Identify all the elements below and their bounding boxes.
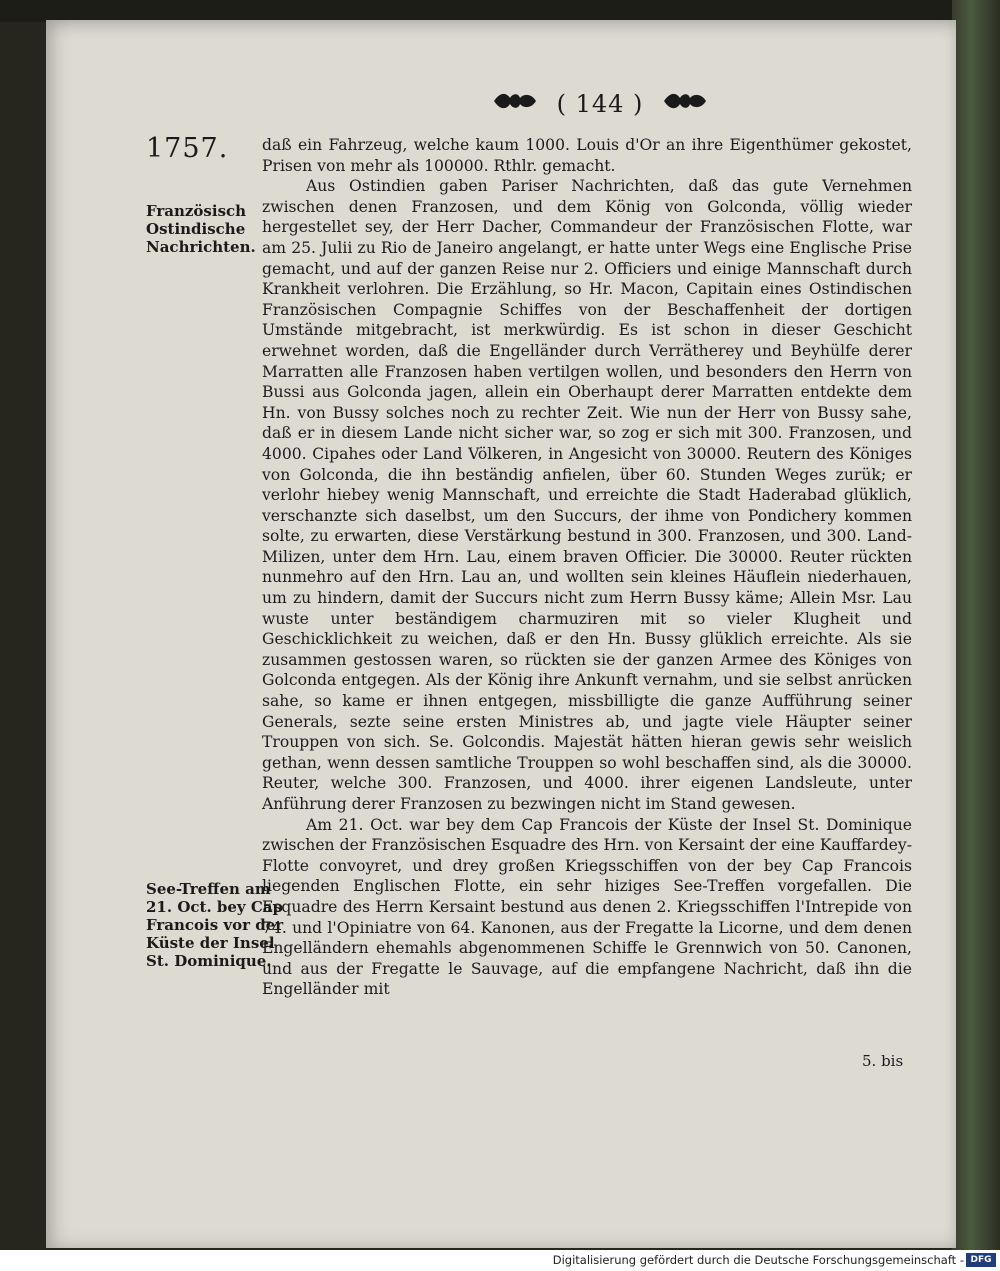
page-header: [470, 88, 730, 122]
margin-note: See-Treffen am 21. Oct. bey Cap Francois vor der Küste der Insel St. Dominique.: [146, 880, 284, 970]
page-number: ( 144 ): [556, 89, 644, 118]
fleuron-icon: [492, 90, 538, 118]
footer-bar: [0, 1250, 1000, 1271]
main-text: [262, 135, 912, 1000]
book-edge: [952, 0, 1000, 1250]
catchword: 5. bis: [862, 1052, 904, 1070]
footer-credit: Digitalisierung gefördert durch die Deutsche Forschungsgemeinschaft -: [552, 1253, 964, 1267]
dfg-logo-icon: DFG: [966, 1253, 996, 1267]
scan-top-edge: [0, 0, 1000, 22]
paragraph: Am 21. Oct. war bey dem Cap Francois der Küste der Insel St. Dominique zwischen der Französischen Esquadre des Hrn. von Kersaint der eine Kauffardey-Flotte convoyret, und drey großen Kriegsschiffen von der bey Cap Francois liegenden Englischen Flotte, ein sehr hiziges See-Treffen vorgefallen. Die Esquadre des Herrn Kersaint bestund aus denen 2. Kriegsschiffen l'Intrepide von 74. und l'Opiniatre von 64. Kanonen, aus der Fregatte la Licorne, und dem denen Engelländern ehemahls abgenommenen Schiffe le Grennwich von 50. Canonen, und aus der Fregatte le Sauvage, auf die empfangene Nachricht, daß ihn die Engelländer mit: [262, 815, 912, 999]
year-label: 1757.: [146, 133, 229, 164]
margin-note: Französisch Ostindische Nachrichten.: [146, 202, 256, 256]
fleuron-icon: [662, 90, 708, 118]
paragraph: Aus Ostindien gaben Pariser Nachrichten, daß das gute Vernehmen zwischen denen Franzosen, und dem König von Golconda, völlig wieder hergestellet sey, der Herr Dacher, Commandeur der Französischen Flotte, war am 25. Julii zu Rio de Janeiro angelangt, er hatte unter Wegs eine Englische Prise gemacht, und auf der ganzen Reise nur 2. Officiers und einige Mannschaft durch Krankheit verlohren. Die Erzählung, so Hr. Macon, Capitain eines Ostindischen Französischen Compagnie Schiffes von der Beschaffenheit der dortigen Umstände mitgebracht, ist merkwürdig. Es ist schon in dieser Geschicht erwehnet worden, daß die Engelländer durch Verrätherey und Beyhülfe derer Marratten alle Franzosen haben vertilgen wollen, und besonders den Herrn von Bussi aus Golconda jagen, allein ein Oberhaupt derer Marratten entdekte dem Hn. von Bussy solches noch zu rechter Zeit. Wie nun der Herr von Bussy sahe, daß er in diesem Lande nicht sicher war, so zog er sich mit 300. Franzosen, und 4000. Cipahes oder Land Völkeren, in Angesicht von 30000. Reutern des Königes von Golconda, die ihn beständig anfielen, über 60. Stunden Weges zurük; er verlohr hiebey wenig Mannschaft, und erreichte die Stadt Haderabad glüklich, verschanzte sich daselbst, um den Succurs, der ihme von Pondichery kommen solte, zu erwarten, diese Verstärkung bestund in 300. Franzosen, und 300. Land-Milizen, unter dem Hrn. Lau, einem braven Officier. Die 30000. Reuter rückten nunmehro auf den Hrn. Lau an, und wollten sein kleines Häuflein niederhauen, um zu hindern, damit der Succurs nicht zum Herrn Bussy käme; Allein Msr. Lau wuste unter beständigem charmuziren mit so vieler Klugheit und Geschicklichkeit zu weichen, daß er den Hn. Bussy glüklich erreichte. Als sie zusammen gestossen waren, so rückten sie der ganzen Armee des Königes von Golconda entgegen. Als der König ihre Ankunft vernahm, und sie selbst anrücken sahe, so kame er ihnen entgegen, missbilligte die ganze Aufführung seiner Generals, sezte seine ersten Ministres ab, und jagte viele Häupter seiner Trouppen von sich. Se. Golcondis. Majestät hätten hieran gewis sehr weislich gethan, wenn dessen samtliche Trouppen so wohl beschaffen sind, als die 30000. Reuter, welche 300. Franzosen, und 4000. ihrer eigenen Landsleute, unter Anführung derer Franzosen zu bezwingen nicht im Stand gewesen.: [262, 177, 912, 813]
paragraph: daß ein Fahrzeug, welche kaum 1000. Louis d'Or an ihre Eigenthümer gekostet, Prisen von mehr als 100000. Rthlr. gemacht.: [262, 136, 912, 175]
